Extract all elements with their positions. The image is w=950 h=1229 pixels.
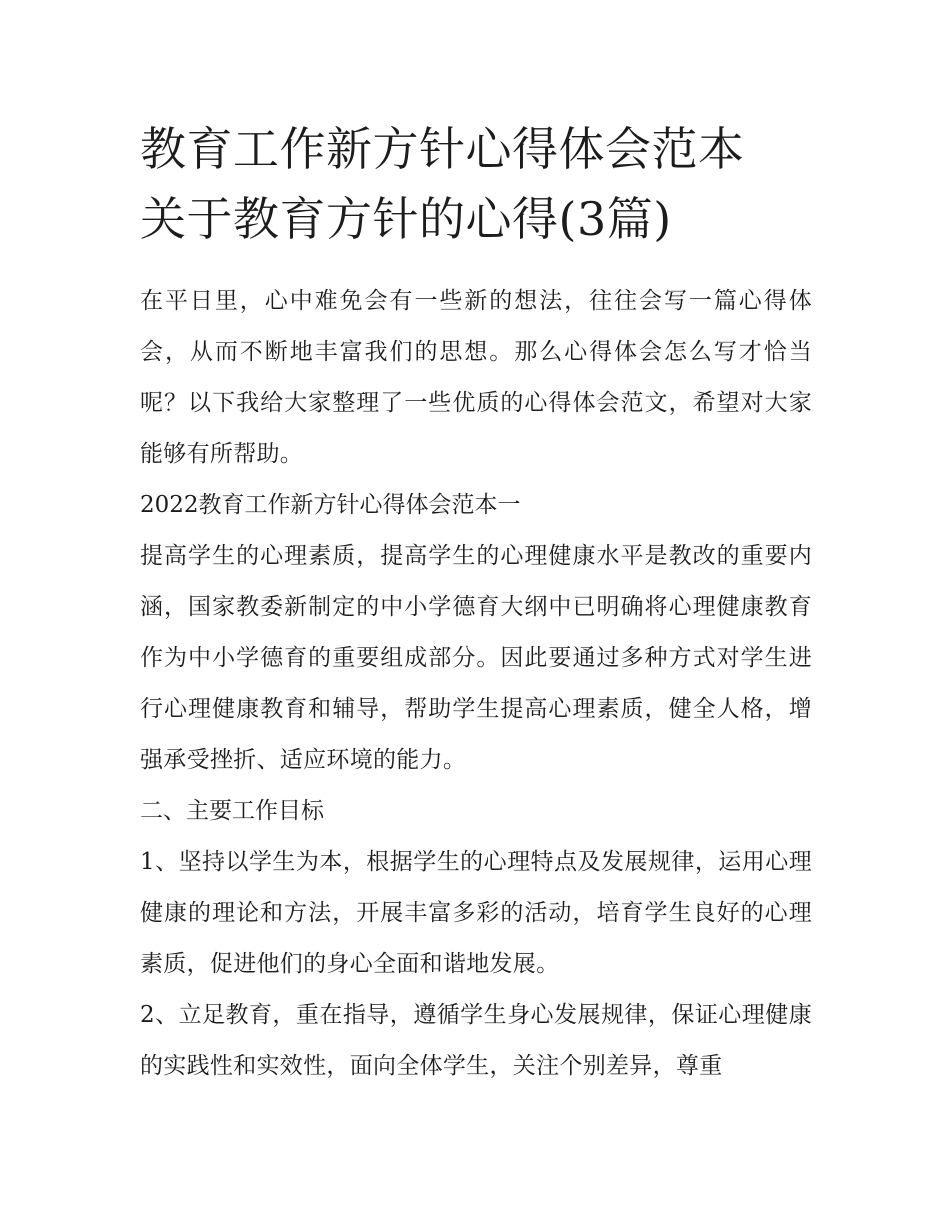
title-line-2: 关于教育方针的心得(3篇) (140, 192, 672, 246)
list-item-1: 1、坚持以学生为本，根据学生的心理特点及发展规律，运用心理健康的理论和方法，开展丰富多彩的活动，培育学生良好的心理素质，促进他们的身心全面和谐地发展。 (140, 849, 812, 977)
body-paragraph: 提高学生的心理素质，提高学生的心理健康水平是教改的重要内涵，国家教委新制定的中小学德育大纲中已明确将心理健康教育作为中小学德育的重要组成部分。因此要通过多种方式对学生进行心理健康教育和辅导，帮助学生提高心理素质，健全人格，增强承受挫折、适应环境的能力。 (140, 543, 812, 773)
subheading: 二、主要工作目标 (140, 798, 324, 824)
document-body (140, 114, 812, 1092)
section-heading: 2022教育工作新方针心得体会范本一 (140, 492, 521, 518)
title-line-1: 教育工作新方针心得体会范本 (140, 122, 745, 176)
list-item-2: 2、立足教育，重在指导，遵循学生身心发展规律，保证心理健康的实践性和实效性，面向全体学生，关注个别差异，尊重 (140, 1002, 812, 1079)
intro-paragraph: 在平日里，心中难免会有一些新的想法，往往会写一篇心得体会，从而不断地丰富我们的思想。那么心得体会怎么写才恰当呢？以下我给大家整理了一些优质的心得体会范文，希望对大家能够有所帮助。 (140, 288, 812, 467)
document-title (140, 114, 812, 254)
